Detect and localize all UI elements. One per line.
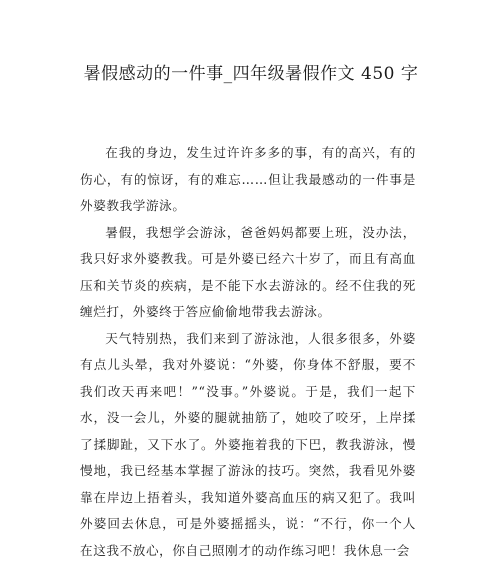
paragraph-3: 天气特别热，我们来到了游泳池，人很多很多，外婆有点儿头晕，我对外婆说：“外婆，你身体不舒服，要不我们改天再来吧！”“没事。”外婆说。于是，我们一起下水，没一会儿，外婆的腿就抽筋了，她咬了咬牙，上岸揉了揉脚趾，又下水了。外婆拖着我的下巴，教我游泳，慢慢地，我已经基本掌握了游泳的技巧。突然，我看见外婆靠在岸边上捂着头，我知道外婆高血压的病又犯了。我叫外婆回去休息，可是外婆摇摇头，说：“不行，你一个人在这我不放心，你自己照刚才的动作练习吧！我休息一会 [80,330,416,558]
paragraph-2: 暑假，我想学会游泳，爸爸妈妈都要上班，没办法，我只好求外婆教我。可是外婆已经六十岁了，而且有高血压和关节炎的疾病，是不能下水去游泳的。经不住我的死缠烂打，外婆终于答应偷偷地带我去游泳。 [80,224,416,319]
document-body [80,140,416,564]
paragraph-1: 在我的身边，发生过许许多多的事，有的高兴，有的伤心，有的惊讶，有的难忘……但让我最感动的一件事是外婆教我学游泳。 [80,145,416,213]
document-title: 暑假感动的一件事_四年级暑假作文 450 字 [83,64,419,84]
